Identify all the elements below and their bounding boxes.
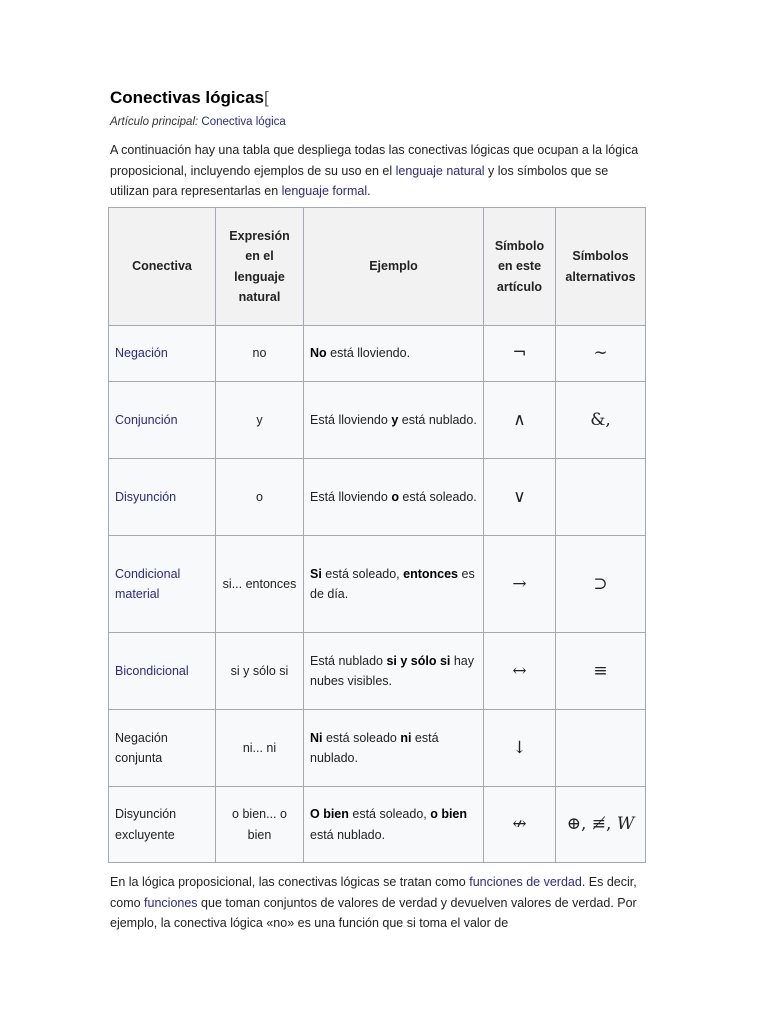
cell-expresion: o bbox=[216, 459, 304, 536]
example-bold: y bbox=[391, 412, 399, 427]
cell-conectiva: Negación conjunta bbox=[109, 710, 216, 787]
outro-text-3: que toman conjuntos de valores de verdad y devuelven valores de verdad. Por ejemplo, la conectiva lógica «no» es una función que si toma el valor de bbox=[110, 895, 637, 930]
example-bold: No bbox=[310, 346, 327, 361]
cell-alternativos bbox=[556, 459, 646, 536]
example-text: es de día. bbox=[310, 566, 475, 601]
cell-simbolo: ∧ bbox=[484, 382, 556, 459]
table-row bbox=[109, 382, 646, 459]
example-text: está soleado, bbox=[321, 566, 404, 581]
example-bold: Ni bbox=[310, 730, 323, 745]
example-text: está nublado. bbox=[310, 827, 386, 842]
alt-symbol-italic: W bbox=[616, 814, 635, 835]
cell-expresion: no bbox=[216, 326, 304, 382]
cell-simbolo: ¬ bbox=[484, 326, 556, 382]
intro-text-3: . bbox=[367, 184, 371, 198]
example-text: Está lloviendo bbox=[310, 489, 392, 504]
example-bold: entonces bbox=[403, 566, 459, 581]
alt-symbols: ⊕, ≢, bbox=[566, 814, 617, 835]
cell-conectiva: Disyunción excluyente bbox=[109, 787, 216, 863]
cell-alternativos bbox=[556, 710, 646, 787]
intro-paragraph bbox=[110, 140, 650, 202]
cell-expresion: si y sólo si bbox=[216, 633, 304, 710]
cell-expresion: si... entonces bbox=[216, 536, 304, 633]
example-bold: o bbox=[391, 489, 399, 504]
table-row bbox=[109, 326, 646, 382]
header-alternativos: Símbolos alternativos bbox=[556, 208, 646, 326]
intro-text-1: A continuación hay una tabla que despliega todas las conectivas lógicas que ocupan a la lógica proposicional, incluyendo ejemplos de su uso en el bbox=[110, 143, 639, 178]
alt-symbols: ∼ bbox=[593, 343, 608, 364]
example-text: está lloviendo. bbox=[326, 346, 411, 361]
cell-ejemplo bbox=[304, 382, 484, 459]
main-article-link[interactable]: Conectiva lógica bbox=[201, 116, 286, 128]
link-lenguaje-natural[interactable]: lenguaje natural bbox=[395, 163, 485, 178]
outro-text-2: . Es decir, como bbox=[110, 875, 637, 910]
example-text: Está lloviendo bbox=[310, 412, 392, 427]
example-bold: Si bbox=[310, 566, 322, 581]
section-heading bbox=[110, 88, 269, 108]
cell-conectiva[interactable]: Conjunción bbox=[109, 382, 216, 459]
cell-expresion: y bbox=[216, 382, 304, 459]
example-text: está nublado. bbox=[310, 730, 439, 765]
cell-conectiva[interactable]: Negación bbox=[109, 326, 216, 382]
table-row bbox=[109, 787, 646, 863]
table-row bbox=[109, 633, 646, 710]
cell-simbolo: → bbox=[484, 536, 556, 633]
cell-alternativos bbox=[556, 633, 646, 710]
edit-bracket-link[interactable]: [ bbox=[264, 88, 269, 107]
cell-alternativos bbox=[556, 382, 646, 459]
cell-ejemplo bbox=[304, 459, 484, 536]
cell-ejemplo bbox=[304, 787, 484, 863]
table-header-row bbox=[109, 208, 646, 326]
cell-alternativos bbox=[556, 787, 646, 863]
main-article-label: Artículo principal: bbox=[110, 116, 199, 128]
cell-expresion: ni... ni bbox=[216, 710, 304, 787]
cell-simbolo: ↔ bbox=[484, 633, 556, 710]
cell-alternativos bbox=[556, 536, 646, 633]
cell-simbolo: ↮ bbox=[484, 787, 556, 863]
header-conectiva: Conectiva bbox=[109, 208, 216, 326]
outro-paragraph bbox=[110, 872, 650, 934]
example-bold: O bien bbox=[310, 807, 349, 821]
example-text: hay nubes visibles. bbox=[310, 653, 475, 688]
alt-symbols: &, bbox=[590, 409, 611, 430]
cell-conectiva[interactable]: Condicional material bbox=[109, 536, 216, 633]
cell-alternativos bbox=[556, 326, 646, 382]
example-text: Está nublado bbox=[310, 653, 387, 668]
header-simbolo: Símbolo en este artículo bbox=[484, 208, 556, 326]
link-lenguaje-formal[interactable]: lenguaje formal bbox=[281, 184, 368, 198]
cell-simbolo: ↓ bbox=[484, 710, 556, 787]
alt-symbols: ⊃ bbox=[593, 573, 608, 594]
example-text: está nublado. bbox=[398, 412, 477, 427]
cell-ejemplo bbox=[304, 536, 484, 633]
intro-text-2: y los símbolos que se utilizan para representarlas en bbox=[110, 163, 609, 198]
cell-ejemplo bbox=[304, 633, 484, 710]
cell-expresion: o bien... o bien bbox=[216, 787, 304, 863]
outro-text-1: En la lógica proposicional, las conectivas lógicas se tratan como bbox=[110, 875, 470, 889]
cell-ejemplo bbox=[304, 326, 484, 382]
link-funciones-de-verdad[interactable]: funciones de verdad bbox=[469, 875, 582, 889]
table-row bbox=[109, 536, 646, 633]
example-bold: ni bbox=[400, 730, 412, 745]
alt-symbols: ≡ bbox=[593, 660, 608, 681]
header-ejemplo: Ejemplo bbox=[304, 208, 484, 326]
cell-simbolo: ∨ bbox=[484, 459, 556, 536]
example-bold: o bien bbox=[430, 807, 468, 821]
example-bold: si y sólo si bbox=[386, 653, 451, 668]
table-row bbox=[109, 459, 646, 536]
cell-ejemplo bbox=[304, 710, 484, 787]
example-text: está soleado, bbox=[348, 807, 431, 821]
example-text: está soleado. bbox=[398, 489, 477, 504]
cell-conectiva[interactable]: Disyunción bbox=[109, 459, 216, 536]
section-title: Conectivas lógicas bbox=[110, 88, 265, 107]
connectives-table bbox=[108, 207, 646, 863]
header-expresion: Expresión en el lenguaje natural bbox=[216, 208, 304, 326]
main-article-note bbox=[110, 116, 286, 128]
link-funciones[interactable]: funciones bbox=[144, 895, 198, 910]
table-row bbox=[109, 710, 646, 787]
example-text: está soleado bbox=[322, 730, 401, 745]
cell-conectiva[interactable]: Bicondicional bbox=[109, 633, 216, 710]
